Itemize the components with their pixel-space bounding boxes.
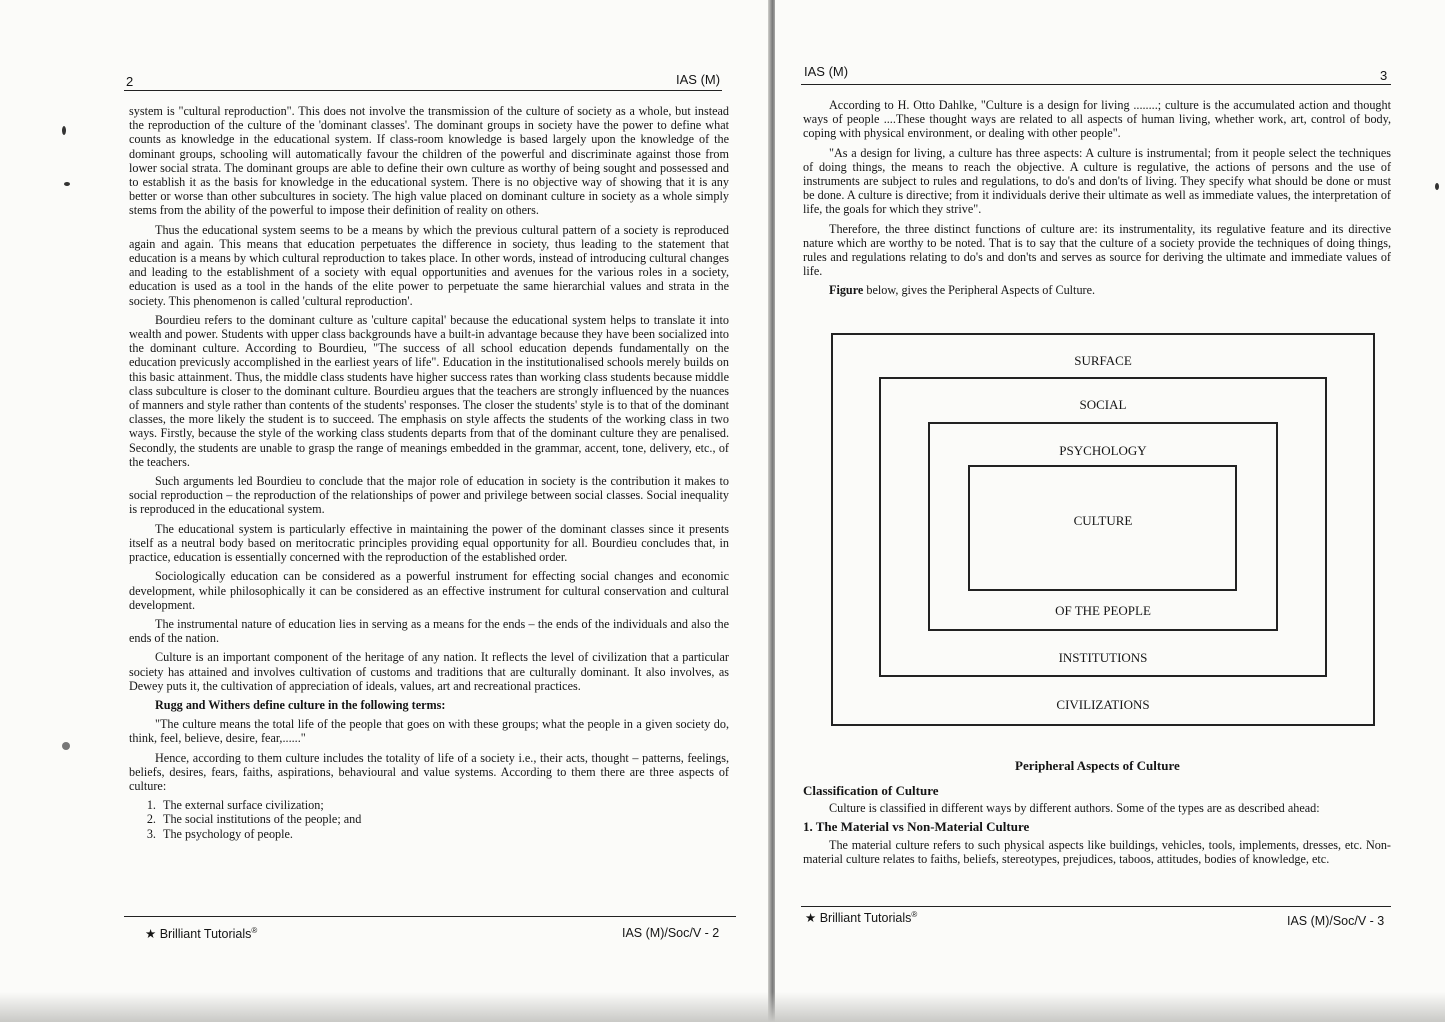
footer-brand: ★ Brilliant Tutorials® — [805, 910, 918, 926]
brand-star-icon: ★ — [145, 927, 160, 942]
scan-mark — [64, 182, 70, 186]
paragraph: "As a design for living, a culture has three aspects: A culture is instrumental; from it people select the techniques of doing things, the means to reach the objective. A culture is regulative, the actions of persons and the use of instruments are subject to rules and regulations, to do's and don'ts of living. They specify what should be done or must be done. A culture is directive; from it individuals derive their ultimate as well as immediate values, the interpretation of life, the goals for which they strive". — [803, 145, 1391, 217]
paragraph: Rugg and Withers define culture in the following terms: — [155, 697, 446, 712]
scan-mark — [62, 742, 70, 750]
label-surface: SURFACE — [1074, 353, 1132, 368]
brand-star-icon: ★ — [805, 911, 820, 926]
left-body — [129, 104, 729, 841]
paragraph: The educational system is particularly effective in maintaining the power of the dominant classes since it presents itself as a neutral body based on meritocratic principles providing equal opportunity for all. Bourdieu concludes that, in practice, education is essentially concerned with the reproduction of the established order. — [129, 521, 729, 565]
list-item: 2. The social institutions of the people; and — [159, 812, 729, 826]
paragraph: Thus the educational system seems to be a means by which the previous cultural pattern of a society is reproduced again and again. This means that education perpetuates the difference in society, thus leading to the statement that education is a means by which cultural reproduction to takes place. In other words, instead of introducing cultural changes and leading to the establishment of a society with equal opportunities and avenues for the various roles in a society, education is used as a tool in the hands of the elite power to perpetuate the same hierarchial values and strata in the society. This phenomenon is called 'cultural reproduction'. — [129, 222, 729, 308]
footer-code: IAS (M)/Soc/V - 3 — [1287, 914, 1385, 928]
footer-rule — [124, 916, 736, 917]
aspects-list — [129, 798, 729, 841]
header-rule — [124, 90, 722, 91]
figure-caption: Peripheral Aspects of Culture — [1015, 758, 1180, 773]
paragraph: system is "cultural reproduction". This does not involve the transmission of the culture of society as a whole, but instead the reproduction of the culture of the 'dominant classes'. The dominant groups in society have the power to define what counts as knowledge in the educational system. If class-room knowledge is based largely upon the knowledge of the dominant groups, schooling will automatically favour the children of the powerful and discriminate against those from lower social strata. The dominant groups are able to define their own culture as worthy of being sought and possessed and to establish it as the basis for knowledge in the educational system. There is no objective way of showing that it is any better or worse than other subcultures in society. The high value placed on dominant culture in society as a whole simply stems from the ability of the powerful to impose their definition of reality on others. — [129, 104, 729, 218]
label-institutions: INSTITUTIONS — [1058, 650, 1148, 665]
label-of-the-people: OF THE PEOPLE — [1055, 603, 1151, 618]
page-number: 2 — [126, 74, 134, 89]
section-heading: Classification of Culture — [803, 783, 939, 798]
scan-mark — [62, 126, 66, 135]
paragraph: Sociologically education can be considered as a powerful instrument for effecting social changes and economic development, while philosophically it can be considered as an effective instrument for cultural conservation and cultural development. — [129, 569, 729, 612]
paragraph: The instrumental nature of education lies in serving as a means for the ends – the ends of the individuals and also the ends of the nation. — [129, 616, 729, 646]
footer-rule — [801, 906, 1391, 907]
paragraph: Hence, according to them culture includes the totality of life of a society i.e., their acts, thought – patterns, feelings, beliefs, desires, fears, faiths, aspirations, behavioural and value systems. According to them there are three aspects of culture: — [129, 750, 729, 793]
label-psychology: PSYCHOLOGY — [1059, 443, 1147, 458]
scan-mark — [1435, 183, 1439, 190]
label-culture: CULTURE — [1073, 513, 1133, 528]
right-page — [775, 0, 1445, 1022]
running-header: IAS (M) — [676, 72, 721, 87]
label-social: SOCIAL — [1079, 397, 1127, 412]
right-body — [803, 98, 1391, 303]
footer-brand: ★ Brilliant Tutorials® — [145, 926, 258, 942]
paragraph: Therefore, the three distinct functions of culture are: its instrumentality, its regulative feature and its directive nature which are worthy to be noted. That is to say that the culture of a society provide the techniques of doing things, rules and regulations relating to do's and don'ts and serves as source for deriving the ultimate and immediate values of life. — [803, 221, 1391, 279]
paragraph: Culture is an important component of the heritage of any nation. It reflects the level of civilization that a particular society has attained and involves cultivation of customs and traditions that are culturally dominant. It also involves, as Dewey puts it, the cultivation of appreciation of ideals, values, art and recreational practices. — [129, 650, 729, 693]
list-item: 3. The psychology of people. — [159, 827, 729, 841]
classification-section — [803, 780, 1391, 871]
scan-shadow — [0, 992, 1445, 1022]
page-number: 3 — [1380, 68, 1388, 83]
figure-intro: Figure below, gives the Peripheral Aspects of Culture. — [829, 283, 1096, 298]
subsection-heading: 1. The Material vs Non-Material Culture — [803, 819, 1030, 835]
paragraph: Bourdieu refers to the dominant culture as 'culture capital' because the educational system helps to translate it into wealth and power. Students with upper class backgrounds have a built-in advantage because they have been socialized into the dominant culture. According to Bourdieu, "The success of all school education depends fundamentally on the education previcusly accomplished in the earliest years of life". Education in the institutionalised schools merely builds on this basic attainment. Thus, the middle class students have higher success rates than working class students because middle class subculture is closer to the dominant culture. Bourdieu argues that the teachers are strongly influenced by the nuances of manners and style rather than contents of the students' responses. The closer the students' style is to that of the dominant classes, the more likely the student is to succeed. The emphasis on style affects the students of the working class in two ways. Firstly, because the style of the working class students departs from that of the dominant culture they are penalised. Secondly, the students are unable to grasp the range of meanings embedded in the grammar, accent, tone, delivery, etc., of the teachers. — [129, 312, 729, 469]
running-header: IAS (M) — [804, 64, 849, 79]
paragraph: According to H. Otto Dahlke, "Culture is a design for living ........; culture is the accumulated action and thought ways of people ....These thought ways are related to all aspects of human living, whether work, art, control of body, coping with physical environment, or dealing with other people". — [803, 98, 1391, 141]
label-civilizations: CIVILIZATIONS — [1056, 697, 1150, 712]
paragraph: The material culture refers to such physical aspects like buildings, vehicles, tools, implements, dresses, etc. Non-material culture relates to faiths, beliefs, stereotypes, prejudices, taboos, attitudes, bodies of knowledge, etc. — [803, 837, 1391, 866]
footer-code: IAS (M)/Soc/V - 2 — [622, 926, 720, 940]
peripheral-aspects-diagram — [831, 333, 1375, 726]
list-item: 1. The external surface civilization; — [159, 798, 729, 812]
header-rule — [801, 84, 1391, 85]
quote: "The culture means the total life of the people that goes on with these groups; what the people in a given society do, think, feel, believe, desire, fear,......" — [129, 717, 729, 746]
paragraph: Such arguments led Bourdieu to conclude that the major role of education in society is the contribution it makes to social reproduction – the reproduction of the relationships of power and privilege between social classes. Social inequality is reproduced in the educational system. — [129, 474, 729, 517]
paragraph: Culture is classified in different ways by different authors. Some of the types are as described ahead: — [829, 801, 1320, 816]
